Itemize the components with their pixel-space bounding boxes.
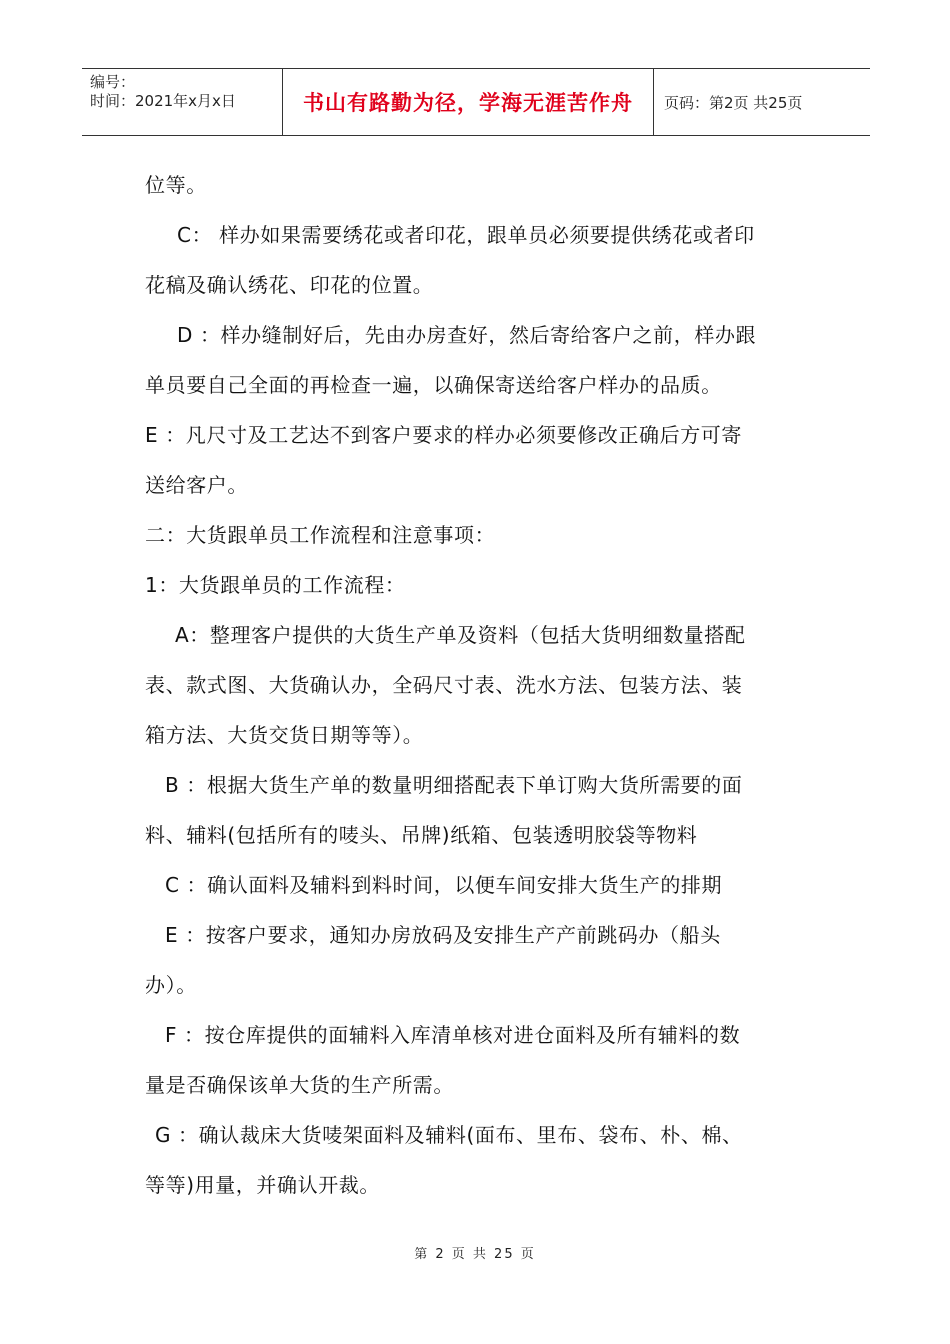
text-line: A：整理客户提供的大货生产单及资料（包括大货明细数量搭配 [175, 623, 746, 647]
text-line: C ：确认面料及辅料到料时间，以便车间安排大货生产的排期 [165, 873, 723, 897]
doc-code-label: 编号： [90, 73, 136, 91]
text-line: E ：按客户要求，通知办房放码及安排生产产前跳码办（船头 [165, 923, 721, 947]
text-line: 表、款式图、大货确认办，全码尺寸表、洗水方法、包装方法、装 [145, 673, 743, 697]
header-page-cell [654, 69, 870, 135]
text-line: B ：根据大货生产单的数量明细搭配表下单订购大货所需要的面 [165, 773, 743, 797]
doc-time-label: 时间：2021年x月x日 [90, 92, 236, 110]
text-line: 箱方法、大货交货日期等等）。 [145, 723, 424, 747]
text-line: 位等。 [145, 173, 207, 197]
text-line: G ：确认裁床大货唛架面料及辅料(面布、里布、袋布、朴、棉、 [155, 1123, 743, 1147]
text-line: 单员要自己全面的再检查一遍，以确保寄送给客户样办的品质。 [145, 373, 722, 397]
text-line: 1：大货跟单员的工作流程： [145, 573, 406, 597]
text-line: 花稿及确认绣花、印花的位置。 [145, 273, 434, 297]
text-line: 送给客户。 [145, 473, 248, 497]
text-line: E ：凡尺寸及工艺达不到客户要求的样办必须要修改正确后方可寄 [145, 423, 742, 447]
text-line: 量是否确保该单大货的生产所需。 [145, 1073, 454, 1097]
header-motto: 书山有路勤为径，学海无涯苦作舟 [303, 91, 633, 115]
document-body [145, 160, 825, 1210]
text-line: D ：样办缝制好后，先由办房查好，然后寄给客户之前，样办跟 [177, 323, 757, 347]
header-info-cell [82, 69, 283, 135]
text-line: 等等)用量，并确认开裁。 [145, 1173, 381, 1197]
page-header [82, 68, 870, 136]
text-line: 二：大货跟单员工作流程和注意事项： [145, 523, 496, 547]
page-footer: 第 2 页 共 25 页 [414, 1247, 536, 1262]
header-page-info: 页码：第2页 共25页 [664, 93, 803, 112]
text-line: 料、辅料(包括所有的唛头、吊牌)纸箱、包装透明胶袋等物料 [145, 823, 698, 847]
text-line: C： 样办如果需要绣花或者印花，跟单员必须要提供绣花或者印 [177, 223, 755, 247]
text-line: 办）。 [145, 973, 197, 997]
header-motto-cell [283, 69, 654, 135]
text-line: F ：按仓库提供的面辅料入库清单核对进仓面料及所有辅料的数 [165, 1023, 741, 1047]
